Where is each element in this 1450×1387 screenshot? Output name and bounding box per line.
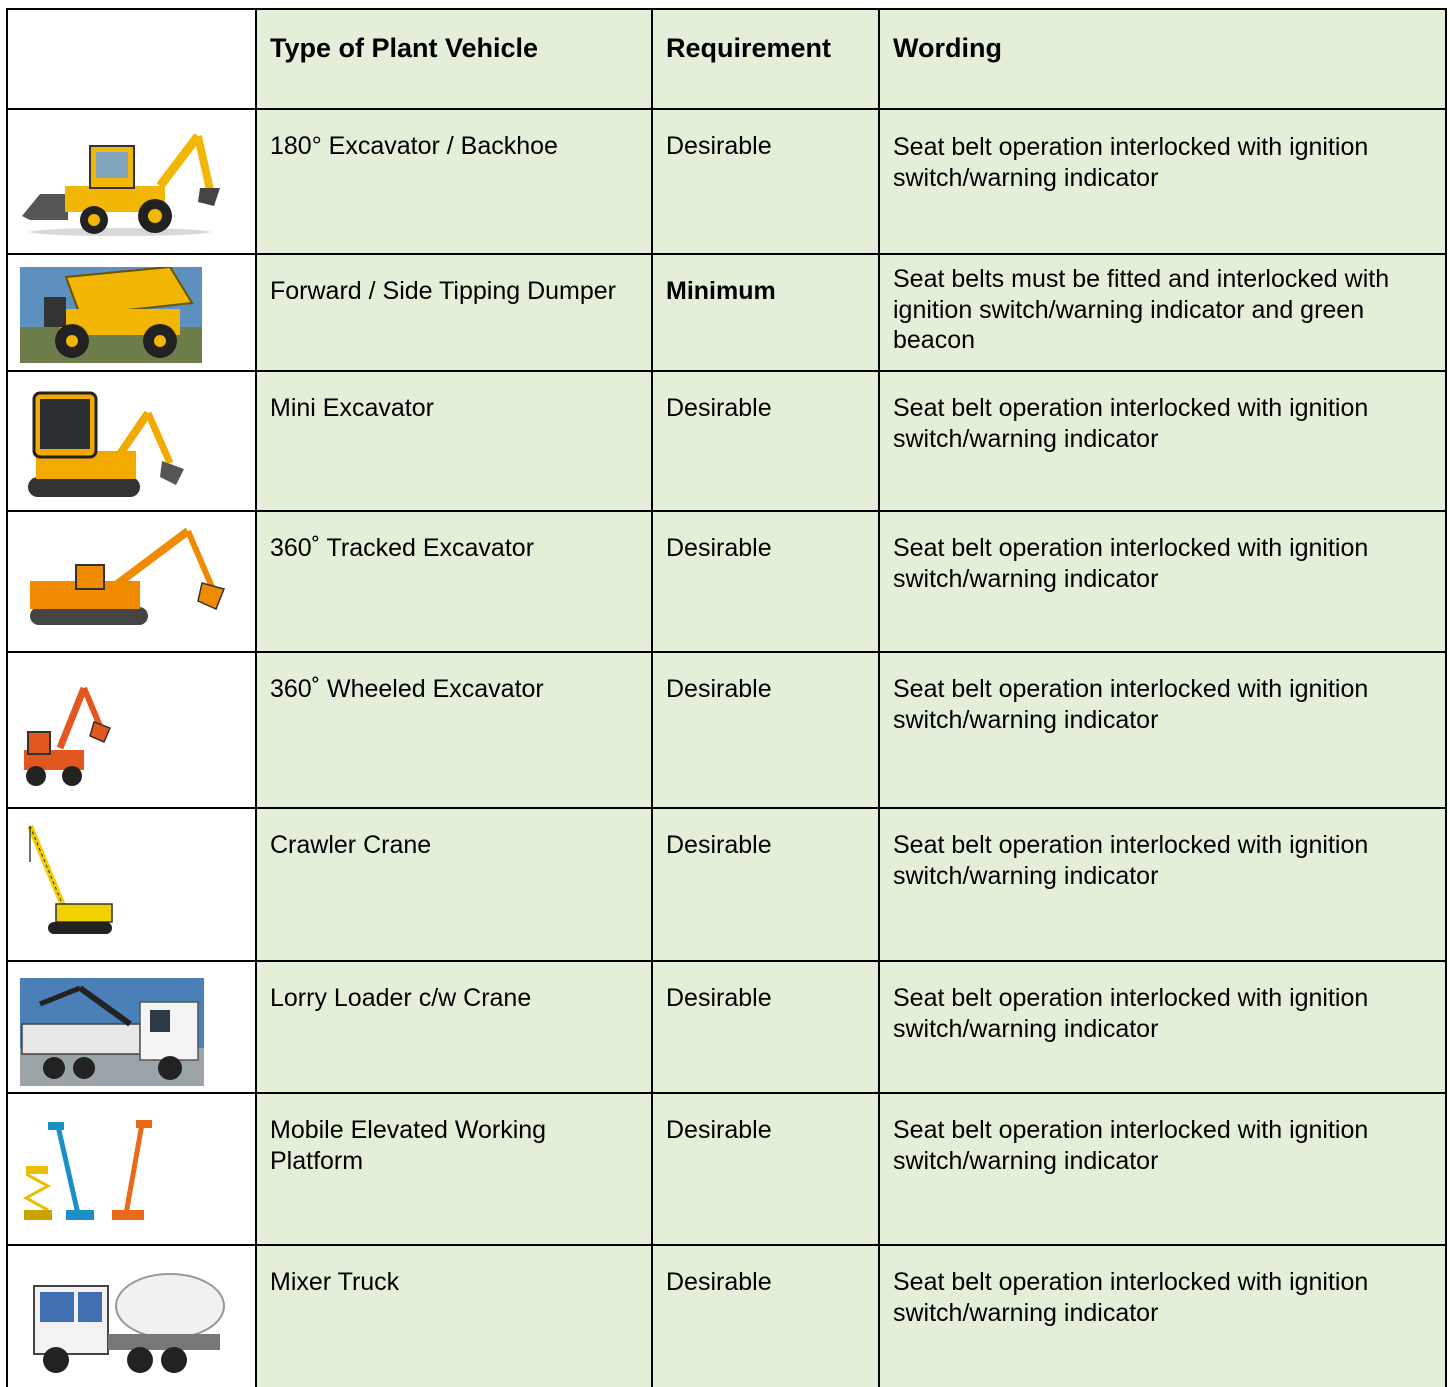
requirement-text: Desirable — [666, 675, 772, 703]
requirement-text: Desirable — [666, 394, 772, 422]
row-divider — [6, 510, 1447, 512]
table-cell — [256, 254, 652, 371]
header-requirement: Requirement — [666, 33, 832, 63]
crawler-crane-image — [20, 822, 114, 940]
vehicle-type-text: Mobile Elevated Working Platform — [270, 1116, 547, 1175]
vehicle-type-text: Crawler Crane — [270, 831, 432, 859]
row-divider — [6, 370, 1447, 372]
vehicle-type-text: Mixer Truck — [270, 1268, 400, 1296]
table-cell — [652, 254, 879, 371]
header-type-of-plant-vehicle: Type of Plant Vehicle — [270, 33, 539, 63]
vehicle-type-text: 360˚ Tracked Excavator — [270, 534, 535, 562]
row-divider — [6, 807, 1447, 809]
row-divider — [6, 108, 1447, 110]
mixer-truck-image-svg — [20, 1258, 226, 1380]
row-divider — [6, 960, 1447, 962]
vehicle-type-text: 180° Excavator / Backhoe — [270, 132, 558, 160]
wording-text: Seat belt operation interlocked with ignition switch/warning indicator — [893, 675, 1369, 734]
wheeled-excavator-image — [20, 664, 114, 794]
table-cell — [256, 961, 652, 1093]
requirement-text: Desirable — [666, 984, 772, 1012]
dumper-image-svg — [20, 267, 202, 363]
backhoe-image — [20, 124, 225, 236]
wording-text: Seat belt operation interlocked with ignition switch/warning indicator — [893, 1268, 1369, 1327]
header-wording: Wording — [893, 33, 1002, 63]
dumper-image — [20, 267, 202, 363]
wording-text: Seat belt operation interlocked with ignition switch/warning indicator — [893, 394, 1369, 453]
wording-text: Seat belt operation interlocked with ignition switch/warning indicator — [893, 534, 1369, 593]
vehicle-type-text: Forward / Side Tipping Dumper — [270, 277, 616, 305]
wording-text: Seat belt operation interlocked with ignition switch/warning indicator — [893, 831, 1369, 890]
wording-text: Seat belt operation interlocked with ignition switch/warning indicator — [893, 1116, 1369, 1175]
backhoe-image-svg — [20, 124, 225, 236]
requirement-text: Desirable — [666, 1268, 772, 1296]
wording-text: Seat belt operation interlocked with ignition switch/warning indicator — [893, 133, 1369, 192]
tracked-excavator-image — [20, 523, 226, 633]
lorry-loader-image — [20, 978, 204, 1086]
requirement-text: Minimum — [666, 277, 776, 305]
requirement-text: Desirable — [666, 534, 772, 562]
table-cell — [652, 371, 879, 511]
table-cell — [652, 961, 879, 1093]
mini-excavator-image-svg — [20, 385, 186, 503]
column-divider — [6, 9, 8, 1387]
mewp-image-svg — [20, 1114, 154, 1226]
row-divider — [6, 1092, 1447, 1094]
crawler-crane-image-svg — [20, 822, 114, 940]
wheeled-excavator-image-svg — [20, 664, 114, 794]
row-divider — [6, 651, 1447, 653]
vehicle-type-text: Lorry Loader c/w Crane — [270, 984, 532, 1012]
mixer-truck-image — [20, 1258, 226, 1380]
row-divider — [6, 253, 1447, 255]
tracked-excavator-image-svg — [20, 523, 226, 633]
requirement-text: Desirable — [666, 831, 772, 859]
lorry-loader-image-svg — [20, 978, 204, 1086]
wording-text: Seat belts must be fitted and interlocked with ignition switch/warning indicator and green beacon — [893, 265, 1390, 354]
row-divider — [6, 1244, 1447, 1246]
requirement-text: Desirable — [666, 1116, 772, 1144]
vehicle-type-text: 360˚ Wheeled Excavator — [270, 675, 544, 703]
row-divider — [6, 8, 1447, 10]
requirement-text: Desirable — [666, 132, 772, 160]
wording-text: Seat belt operation interlocked with ignition switch/warning indicator — [893, 984, 1369, 1043]
vehicle-type-text: Mini Excavator — [270, 394, 434, 422]
mewp-image — [20, 1114, 154, 1226]
mini-excavator-image — [20, 385, 186, 503]
header-cell — [7, 9, 256, 109]
table-cell — [256, 371, 652, 511]
